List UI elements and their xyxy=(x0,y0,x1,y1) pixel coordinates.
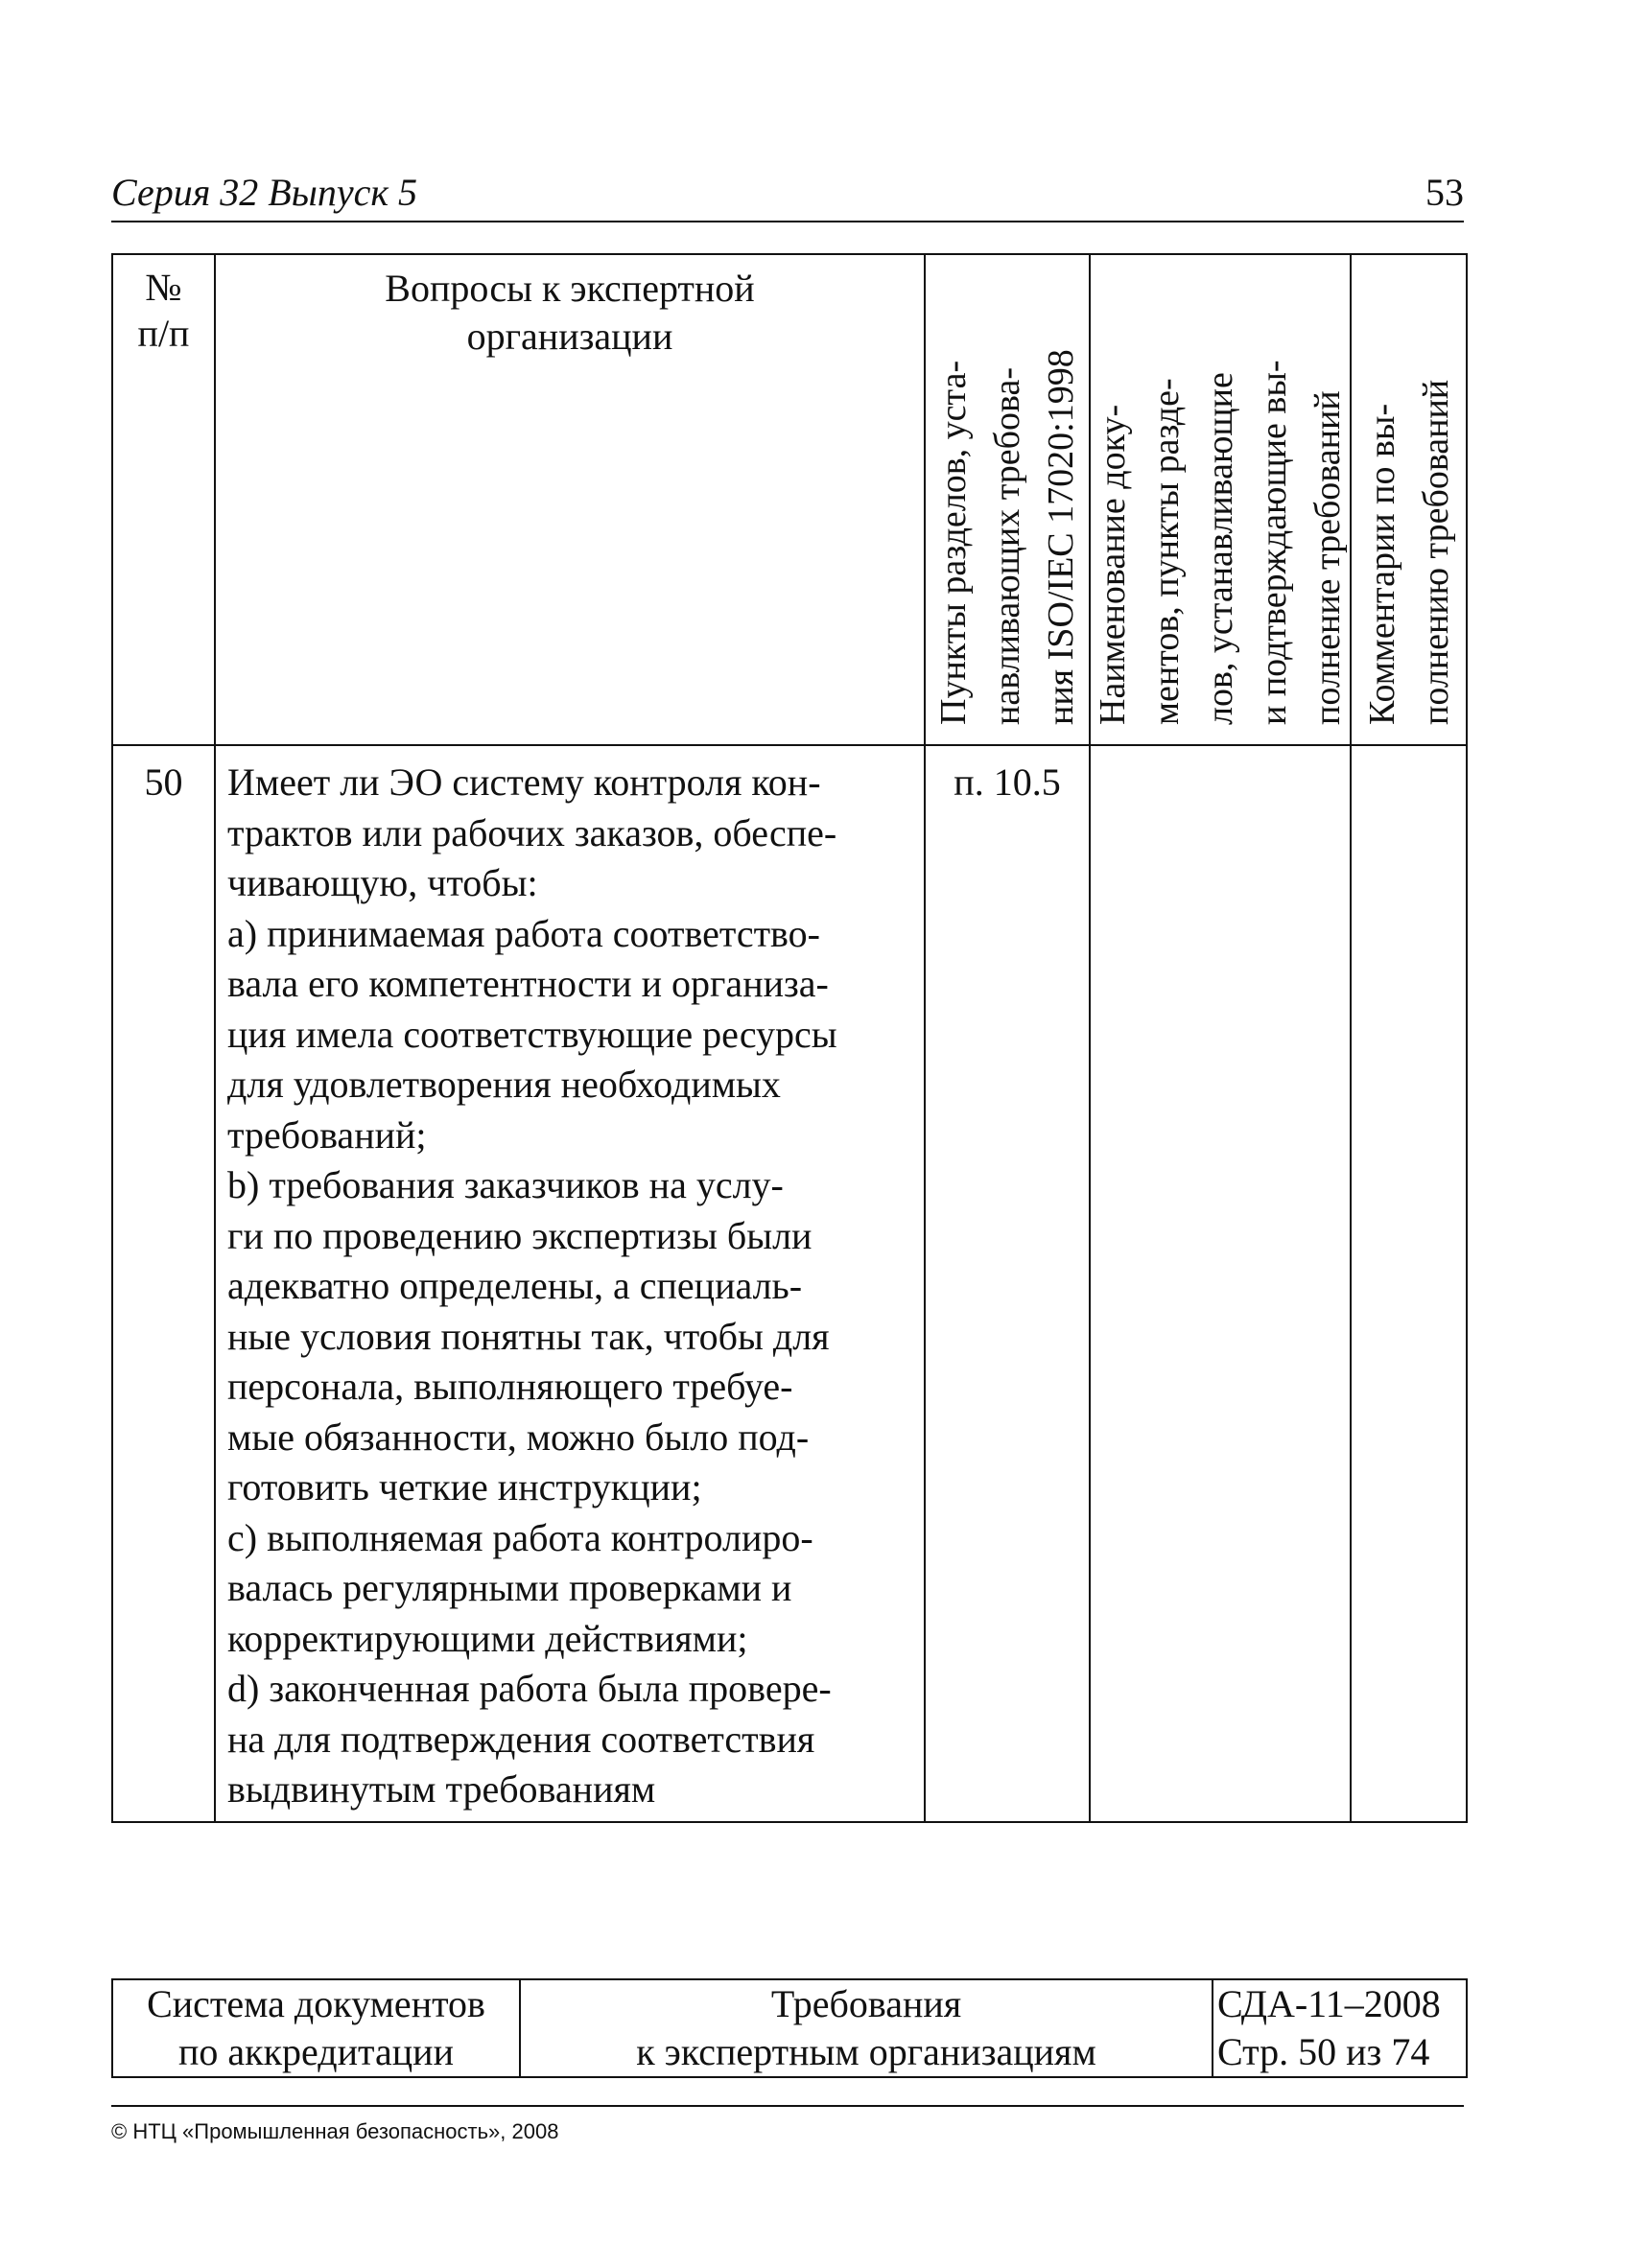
question-line: мые обязанности, можно было под- xyxy=(227,1415,810,1459)
row-documents xyxy=(1090,745,1351,1822)
footer-table xyxy=(111,1978,1468,2078)
bottom-divider xyxy=(111,2105,1464,2107)
question-line: с) выполняемая работа контролиро- xyxy=(227,1515,813,1559)
page-of-total: Стр. 50 из 74 xyxy=(1217,2030,1430,2073)
copyright-notice: © НТЦ «Промышленная безопасность», 2008 xyxy=(111,2119,559,2143)
row-comments xyxy=(1351,745,1467,1822)
question-line: готовить четкие инструкции; xyxy=(227,1465,702,1508)
row-clause: п. 10.5 xyxy=(925,745,1090,1822)
header-documents-line-1: Наименование доку- xyxy=(1093,404,1133,725)
series-label: Серия 32 Выпуск 5 xyxy=(111,171,418,214)
header-clauses-line-2: навливающих требова- xyxy=(987,367,1027,725)
header-comments-line-2: полнению требований xyxy=(1415,379,1456,725)
question-line: ция имела соответствующие ресурсы xyxy=(227,1012,837,1056)
question-line: чивающую, чтобы: xyxy=(227,861,538,904)
header-clauses-line-1: Пункты разделов, уста- xyxy=(933,360,974,725)
footer-system-line-1: Система документов xyxy=(147,1982,485,2025)
header-clauses xyxy=(925,254,1090,745)
header-documents-line-5: полнение требований xyxy=(1307,390,1348,725)
question-line: а) принимаемая работа соответство- xyxy=(227,911,820,955)
document-code: СДА-11–2008 xyxy=(1217,1982,1441,2025)
question-line: на для подтверждения соответствия xyxy=(227,1717,815,1761)
row-number: 50 xyxy=(112,745,215,1822)
question-line: ные условия понятны так, чтобы для xyxy=(227,1314,830,1358)
footer-title-line-1: Требования xyxy=(770,1982,962,2025)
page-number: 53 xyxy=(1425,171,1464,214)
question-line: выдвинутым требованиям xyxy=(227,1767,656,1811)
header-documents-line-4: и подтверждающие вы- xyxy=(1254,360,1294,725)
table-header-row xyxy=(112,254,1467,745)
question-line: трактов или рабочих заказов, обеспе- xyxy=(227,810,837,854)
question-line: d) законченная работа была провере- xyxy=(227,1667,832,1710)
footer-code xyxy=(1213,1979,1467,2077)
header-number-abbrev: п/п xyxy=(137,312,190,355)
header-documents-line-2: ментов, пункты разде- xyxy=(1146,378,1187,725)
header-documents-line-3: лов, устанавливающие xyxy=(1200,372,1240,725)
question-line: ги по проведению экспертизы были xyxy=(227,1213,812,1257)
requirements-table xyxy=(111,253,1468,1823)
question-line: вала его компетентности и организа- xyxy=(227,962,829,1005)
footer-system xyxy=(112,1979,520,2077)
header-comments xyxy=(1351,254,1467,745)
question-line: требований; xyxy=(227,1112,427,1157)
header-question-line-1: Вопросы к экспертной xyxy=(385,267,755,310)
footer-system-line-2: по аккредитации xyxy=(178,2030,454,2073)
question-line: для удовлетворения необходимых xyxy=(227,1063,781,1106)
question-line: Имеет ли ЭО систему контроля кон- xyxy=(227,760,821,804)
table-row xyxy=(112,745,1467,1822)
header-comments-line-1: Комментарии по вы- xyxy=(1361,403,1402,725)
running-head xyxy=(111,165,1464,222)
header-number xyxy=(112,254,215,745)
question-line: валась регулярными проверками и xyxy=(227,1566,792,1609)
header-question xyxy=(215,254,925,745)
footer-title-line-2: к экспертным организациям xyxy=(636,2030,1096,2073)
header-documents xyxy=(1090,254,1351,745)
question-line: b) требования заказчиков на услу- xyxy=(227,1163,784,1206)
header-clauses-line-3: ния ISO/IEC 17020:1998 xyxy=(1041,349,1081,725)
row-question xyxy=(215,745,925,1822)
question-line: адекватно определены, а специаль- xyxy=(227,1264,803,1307)
question-line: корректирующими действиями; xyxy=(227,1616,748,1660)
question-line: персонала, выполняющего требуе- xyxy=(227,1365,793,1408)
header-question-line-2: организации xyxy=(466,315,673,358)
header-number-symbol: № xyxy=(145,266,182,309)
footer-title xyxy=(520,1979,1213,2077)
